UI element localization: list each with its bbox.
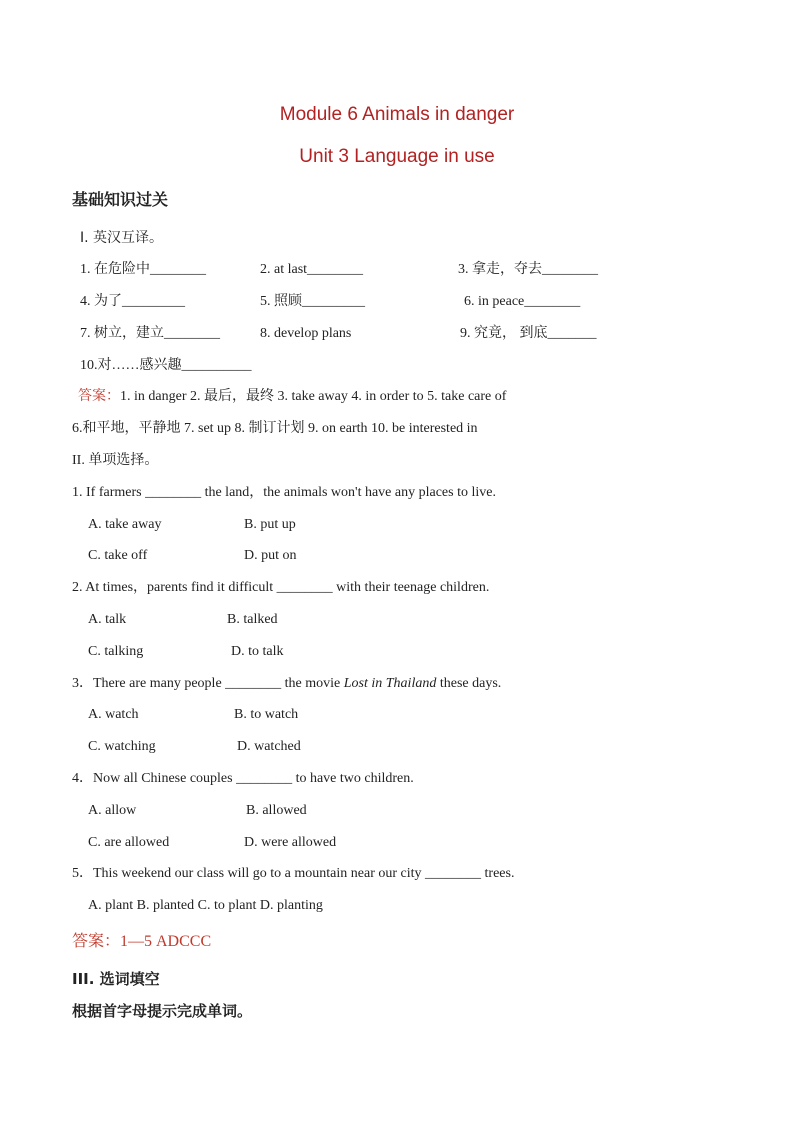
page-title: Module 6 Animals in danger bbox=[279, 104, 515, 125]
question-4-option-c: C. are allowed bbox=[88, 835, 170, 850]
question-3-stem bbox=[72, 675, 501, 693]
part2-answer: 答案：1—5 ADCCC bbox=[72, 933, 212, 950]
part3-heading: III. 选词填空 bbox=[72, 970, 160, 988]
part1-item-6: 6. in peace________ bbox=[464, 294, 581, 309]
question-1-stem: 1. If farmers ________ the land，the animals won't have any places to live. bbox=[72, 485, 496, 500]
question-3-option-b: B. to watch bbox=[234, 707, 299, 722]
part2-heading: II. 单项选择。 bbox=[72, 453, 159, 468]
part1-answer-line2: 6.和平地，平静地 7. set up 8. 制订计划 9. on earth 10. be interested in bbox=[72, 421, 478, 436]
part1-item-4: 4. 为了_________ bbox=[80, 294, 185, 309]
answer-label: 答案： bbox=[78, 389, 120, 404]
part1-item-3: 3. 拿走，夺去________ bbox=[458, 262, 598, 277]
question-2-option-b: B. talked bbox=[227, 612, 278, 627]
part1-heading: I. 英汉互译。 bbox=[80, 230, 164, 246]
question-2-stem: 2. At times，parents find it difficult ________ with their teenage children. bbox=[72, 580, 490, 595]
part1-item-7: 7. 树立，建立________ bbox=[80, 326, 220, 341]
question-3-stem-pre: 3．There are many people ________ the movie bbox=[72, 676, 344, 691]
question-4-option-a: A. allow bbox=[88, 803, 137, 818]
question-5-stem: 5．This weekend our class will go to a mountain near our city ________ trees. bbox=[72, 866, 515, 881]
question-2-option-c: C. talking bbox=[88, 644, 144, 659]
question-3-option-a: A. watch bbox=[88, 707, 139, 722]
page-subtitle: Unit 3 Language in use bbox=[299, 146, 495, 167]
part1-item-8: 8. develop plans bbox=[260, 326, 352, 341]
question-1-option-d: D. put on bbox=[244, 548, 297, 563]
question-3-movie-title: Lost in Thailand bbox=[343, 676, 437, 691]
question-3-stem-post: these days. bbox=[436, 676, 502, 691]
part1-answer-text1: 1. in danger 2. 最后，最终 3. take away 4. in order to 5. take care of bbox=[120, 389, 507, 404]
part1-item-2: 2. at last________ bbox=[260, 262, 364, 277]
part1-item-9: 9. 究竟， 到底_______ bbox=[460, 326, 597, 341]
part1-item-5: 5. 照顾_________ bbox=[260, 294, 365, 309]
question-1-option-b: B. put up bbox=[244, 517, 296, 532]
question-4-option-b: B. allowed bbox=[246, 803, 307, 818]
question-4-option-d: D. were allowed bbox=[244, 835, 337, 850]
question-3-option-d: D. watched bbox=[237, 739, 301, 754]
part1-answer-line1 bbox=[78, 388, 506, 406]
part1-item-1: 1. 在危险中________ bbox=[80, 262, 206, 277]
question-3-option-c: C. watching bbox=[88, 739, 156, 754]
part1-item-10: 10.对……感兴趣__________ bbox=[80, 358, 252, 373]
question-5-options: A. plant B. planted C. to plant D. planting bbox=[88, 898, 323, 913]
question-1-option-a: A. take away bbox=[88, 517, 162, 532]
question-2-option-d: D. to talk bbox=[231, 644, 284, 659]
question-1-option-c: C. take off bbox=[88, 548, 148, 563]
question-2-option-a: A. talk bbox=[88, 612, 127, 627]
part3-instruction: 根据首字母提示完成单词。 bbox=[72, 1002, 253, 1020]
question-4-stem: 4．Now all Chinese couples ________ to have two children. bbox=[72, 771, 414, 786]
section-heading-basic: 基础知识过关 bbox=[72, 190, 169, 209]
